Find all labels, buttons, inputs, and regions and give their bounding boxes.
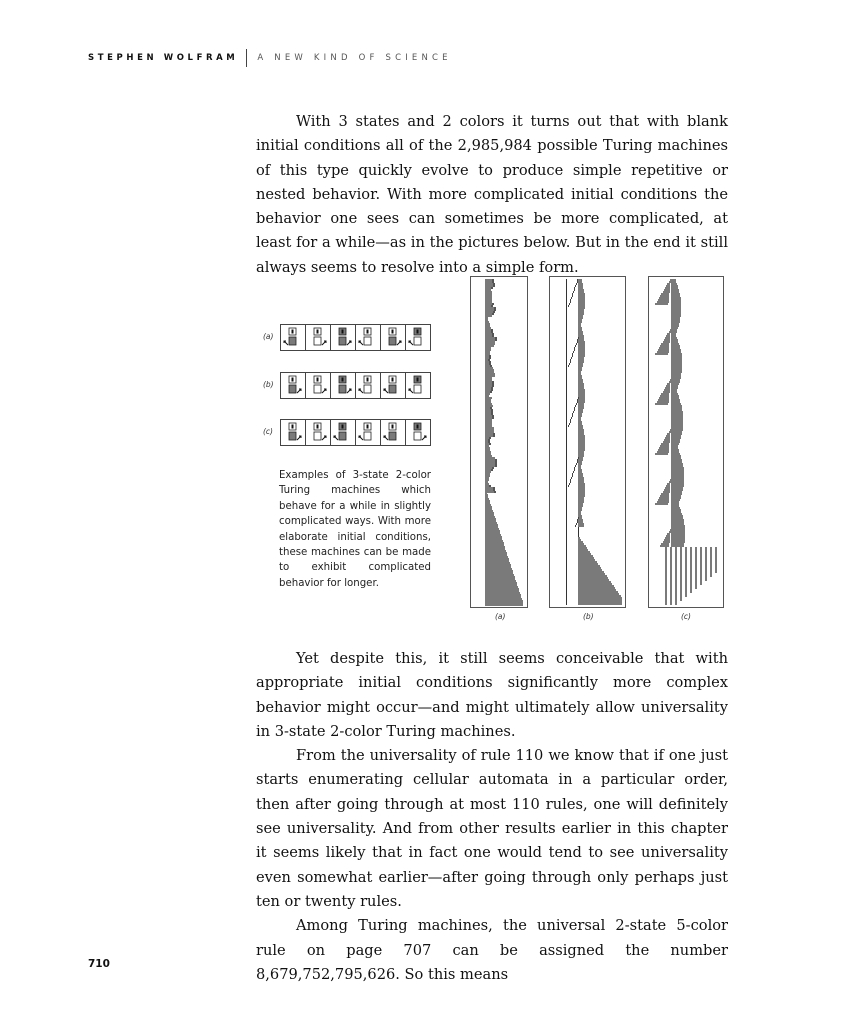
rule-cell — [331, 325, 356, 350]
rule-cell-icon — [331, 420, 355, 445]
rule-cell-icon — [381, 325, 405, 350]
evolution-svg-c — [649, 277, 723, 607]
rule-cell — [406, 373, 430, 398]
rule-cell — [281, 420, 306, 445]
evolution-svg-a — [471, 277, 527, 607]
rule-cell — [406, 420, 430, 445]
paragraph: Yet despite this, it still seems conceivable that with appropriate initial conditions significantly more complex behavior might occur—and might ultimately allow universality in 3-state 2-color Turing machines. — [256, 650, 728, 740]
paragraph: Among Turing machines, the universal 2-state 5-color rule on page 707 can be assigned the number 8,679,752,795,626. So this means — [256, 917, 728, 983]
rule-cell-icon — [306, 325, 330, 350]
rule-cell-icon — [306, 420, 330, 445]
evolution-label-b: (b) — [583, 612, 594, 621]
evolution-picture-a — [470, 276, 528, 608]
rule-label-b: (b) — [263, 380, 274, 389]
rule-cell — [381, 373, 406, 398]
rule-cell — [356, 325, 381, 350]
rule-cell-icon — [356, 420, 380, 445]
rule-cell-icon — [356, 325, 380, 350]
rule-cell — [306, 420, 331, 445]
evolution-picture-c — [648, 276, 724, 608]
figure-caption: Examples of 3-state 2-color Turing machines which behave for a while in slightly complicated ways. With more elaborate initial conditions, these machines can be made to exhibit complicated behavior for longer. — [279, 470, 431, 589]
rule-cell-icon — [281, 420, 305, 445]
header-separator — [246, 49, 247, 67]
rule-cell-icon — [331, 325, 355, 350]
rule-cell — [406, 325, 430, 350]
body-text-top — [256, 110, 728, 280]
rule-cell-icon — [381, 420, 405, 445]
rule-cell — [381, 420, 406, 445]
rule-box-b — [280, 372, 431, 399]
evolution-label-c: (c) — [681, 612, 691, 621]
rule-cell-icon — [406, 420, 430, 445]
rule-cell-icon — [281, 325, 305, 350]
rule-cell-icon — [281, 373, 305, 398]
rule-box-c — [280, 419, 431, 446]
rule-box-a — [280, 324, 431, 351]
rule-cell-icon — [381, 373, 405, 398]
rule-cell — [331, 373, 356, 398]
rule-cell-icon — [406, 373, 430, 398]
rule-cell — [356, 420, 381, 445]
running-header — [88, 48, 452, 68]
rule-cell-icon — [406, 325, 430, 350]
evolution-svg-b — [550, 277, 625, 607]
body-text-bottom — [256, 647, 728, 987]
rule-cell — [381, 325, 406, 350]
rule-cell — [331, 420, 356, 445]
rule-cell-icon — [306, 373, 330, 398]
paragraph: With 3 states and 2 colors it turns out that with blank initial conditions all of the 2,985,984 possible Turing machines of this type quickly evolve to produce simple repetitive or nested behavior. With more complicated initial conditions the behavior one sees can sometimes be more complicated, at least for a while—as in the pictures below. But in the end it still always seems to resolve into a simple form. — [256, 113, 728, 276]
rule-label-c: (c) — [263, 427, 273, 436]
rule-cell — [281, 325, 306, 350]
paragraph: From the universality of rule 110 we know that if one just starts enumerating cellular automata in a particular order, then after going through at most 110 rules, one will definitely see universality. And from other results earlier in this chapter it seems likely that in fact one would tend to see universality even somewhat earlier—after going through only perhaps just ten or twenty rules. — [256, 747, 728, 910]
rule-cell — [281, 373, 306, 398]
header-author: STEPHEN WOLFRAM — [88, 53, 239, 63]
rule-cell-icon — [331, 373, 355, 398]
evolution-label-a: (a) — [495, 612, 506, 621]
page-number: 710 — [88, 958, 110, 970]
rule-cell — [306, 325, 331, 350]
rule-cell — [356, 373, 381, 398]
header-book-title: A NEW KIND OF SCIENCE — [257, 53, 452, 63]
rule-cell-icon — [356, 373, 380, 398]
evolution-picture-b — [549, 276, 626, 608]
rule-cell — [306, 373, 331, 398]
rule-label-a: (a) — [263, 332, 274, 341]
